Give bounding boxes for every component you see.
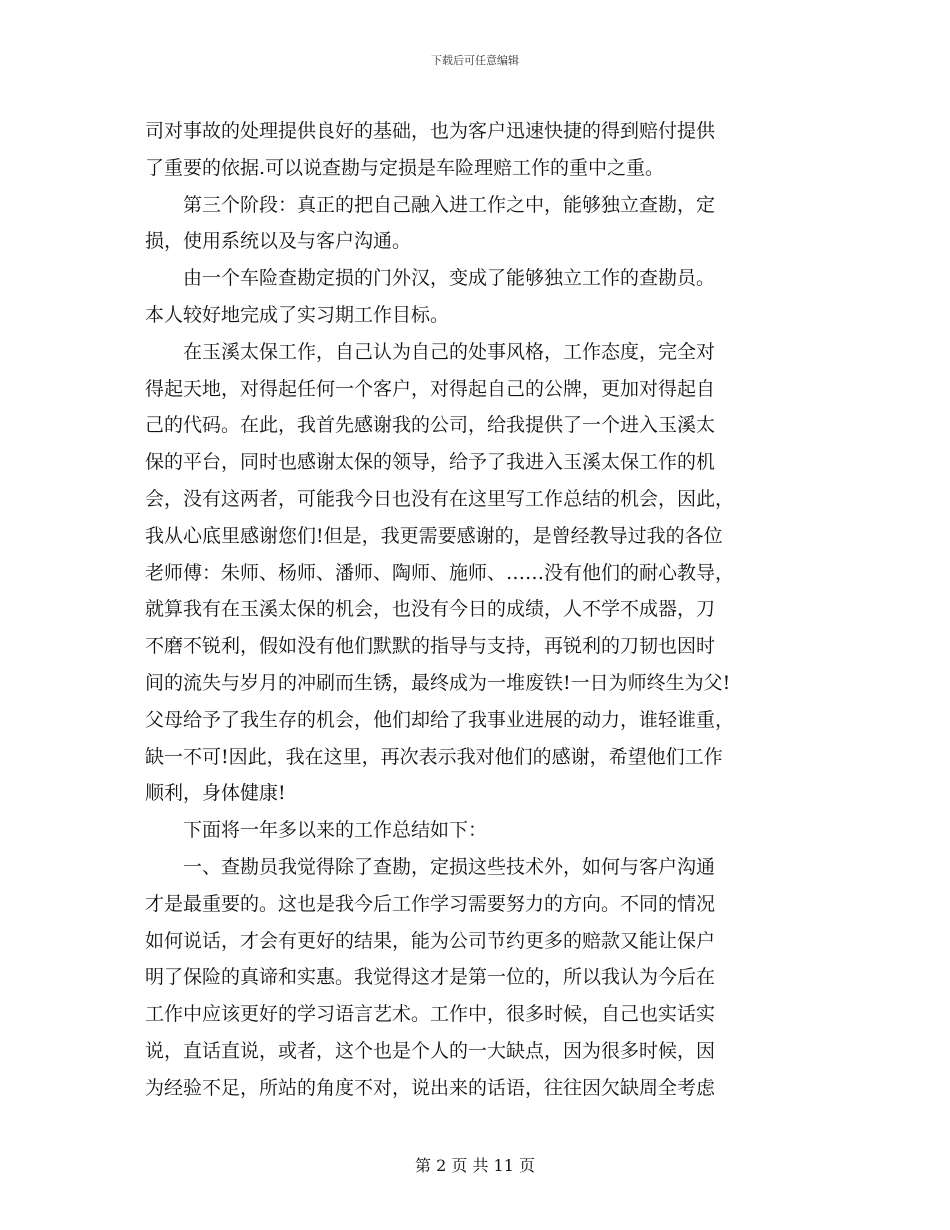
text-line: 才是最重要的。这也是我今后工作学习需要努力的方向。不同的情况 <box>145 892 716 915</box>
text-line: 得起天地，对得起任何一个客户，对得起自己的公牌，更加对得起自 <box>145 377 716 400</box>
text-line: 损，使用系统以及与客户沟通。 <box>145 230 412 253</box>
text-line: 会，没有这两者，可能我今日也没有在这里写工作总结的机会，因此， <box>145 487 735 510</box>
page-header: 下载后可任意编辑 <box>431 54 519 67</box>
text-line: 工作中应该更好的学习语言艺术。工作中，很多时候，自己也实话实 <box>145 1003 716 1026</box>
text-line: 间的流失与岁月的冲刷而生锈，最终成为一堆废铁!一日为师终生为父! <box>145 671 731 694</box>
text-line: 一、查勘员我觉得除了查勘，定损这些技术外，如何与客户沟通 <box>183 855 716 878</box>
text-line: 下面将一年多以来的工作总结如下： <box>183 819 488 842</box>
text-line: 第三个阶段：真正的把自己融入进工作之中，能够独立查勘，定 <box>183 193 716 216</box>
text-line: 老师傅：朱师、杨师、潘师、陶师、施师、……没有他们的耐心教导， <box>145 561 735 584</box>
text-line: 明了保险的真谛和实惠。我觉得这才是第一位的，所以我认为今后在 <box>145 966 716 989</box>
page-footer: 第 2 页 共 11 页 <box>415 1156 535 1175</box>
text-line: 为经验不足，所站的角度不对，说出来的话语，往往因欠缺周全考虑 <box>145 1076 716 1099</box>
text-line: 本人较好地完成了实习期工作目标。 <box>145 303 450 326</box>
text-line: 由一个车险查勘定损的门外汉，变成了能够独立工作的查勘员。 <box>183 267 716 290</box>
text-line: 了重要的依据.可以说查勘与定损是车险理赔工作的重中之重。 <box>145 156 665 179</box>
text-line: 父母给予了我生存的机会，他们却给了我事业进展的动力，谁轻谁重， <box>145 708 735 731</box>
text-line: 司对事故的处理提供良好的基础，也为客户迅速快捷的得到赔付提供 <box>145 120 716 142</box>
document-body <box>145 113 808 1107</box>
text-line: 就算我有在玉溪太保的机会，也没有今日的成绩，人不学不成器，刀 <box>145 598 716 621</box>
text-line: 我从心底里感谢您们!但是，我更需要感谢的，是曾经教导过我的各位 <box>145 524 723 547</box>
text-line: 顺利，身体健康! <box>145 782 286 805</box>
text-line: 不磨不锐利，假如没有他们默默的指导与支持，再锐利的刀韧也因时 <box>145 635 716 658</box>
text-line: 缺一不可!因此，我在这里，再次表示我对他们的感谢，希望他们工作 <box>145 745 723 768</box>
text-line: 如何说话，才会有更好的结果，能为公司节约更多的赔款又能让保户 <box>145 929 716 952</box>
text-line: 说，直话直说，或者，这个也是个人的一大缺点，因为很多时候，因 <box>145 1039 716 1062</box>
text-line: 保的平台，同时也感谢太保的领导，给予了我进入玉溪太保工作的机 <box>145 451 716 474</box>
text-line: 己的代码。在此，我首先感谢我的公司，给我提供了一个进入玉溪太 <box>145 414 716 437</box>
text-line: 在玉溪太保工作，自己认为自己的处事风格，工作态度，完全对 <box>183 340 716 363</box>
